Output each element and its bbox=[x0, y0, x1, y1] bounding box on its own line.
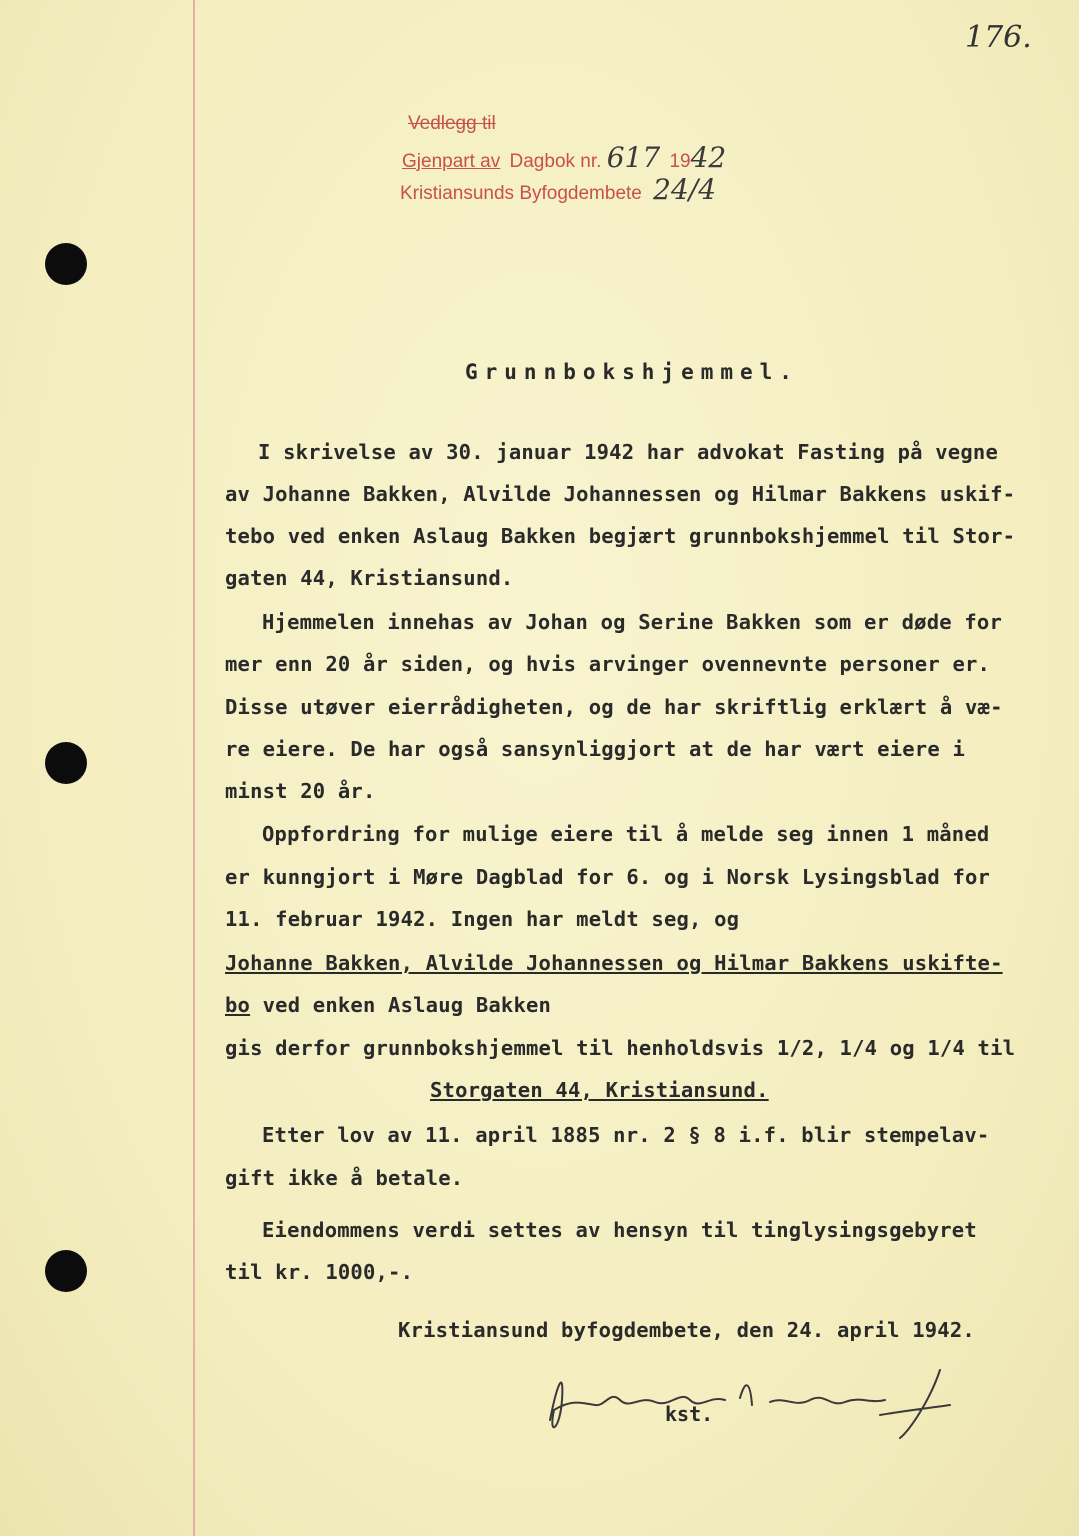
body-line: er kunngjort i Møre Dagblad for 6. og i Norsk Lysingsblad for bbox=[225, 865, 991, 889]
property-line: Storgaten 44, Kristiansund. bbox=[430, 1078, 769, 1102]
stamp-dagbok-number: 617 bbox=[606, 141, 661, 174]
heirs-enken: ved enken Aslaug Bakken bbox=[250, 993, 552, 1017]
body-line: I skrivelse av 30. januar 1942 har advokat Fasting på vegne bbox=[258, 440, 998, 464]
margin-line bbox=[193, 0, 195, 1536]
body-line: til kr. 1000,-. bbox=[225, 1260, 414, 1284]
document-title: Grunnbokshjemmel. bbox=[465, 360, 799, 384]
body-line: mer enn 20 år siden, og hvis arvinger ovennevnte personer er. bbox=[225, 652, 991, 676]
body-line: re eiere. De har også sansynliggjort at de har vært eiere i bbox=[225, 737, 965, 761]
punch-hole-top bbox=[45, 243, 87, 285]
heirs-bo: bo bbox=[225, 993, 251, 1017]
body-line: Disse utøver eierrådigheten, og de har skriftlig erklært å væ- bbox=[225, 695, 1003, 719]
body-line: av Johanne Bakken, Alvilde Johannessen og Hilmar Bakkens uskif- bbox=[225, 482, 1016, 506]
heirs-line-2 bbox=[225, 993, 551, 1017]
kst-abbreviation: kst. bbox=[665, 1402, 714, 1426]
place-date: Kristiansund byfogdembete, den 24. april 1942. bbox=[398, 1318, 975, 1342]
body-line: Eiendommens verdi settes av hensyn til tinglysingsgebyret bbox=[262, 1218, 977, 1242]
body-line: tebo ved enken Aslaug Bakken begjært grunnbokshjemmel til Stor- bbox=[225, 524, 1016, 548]
stamp-gjenpart: Gjenpart av bbox=[402, 151, 501, 172]
body-line: Hjemmelen innehas av Johan og Serine Bakken som er døde for bbox=[262, 610, 1002, 634]
heirs-line: Johanne Bakken, Alvilde Johannessen og Hilmar Bakkens uskifte- bbox=[225, 951, 1003, 975]
punch-hole-bottom bbox=[45, 1250, 87, 1292]
stamp-dagbok-label: Dagbok nr. bbox=[509, 151, 602, 172]
punch-hole-middle bbox=[45, 742, 87, 784]
stamp-line-3 bbox=[400, 173, 716, 206]
stamp-office: Kristiansunds Byfogdembete bbox=[400, 183, 642, 204]
page-number: 176. bbox=[965, 20, 1032, 55]
body-line: Etter lov av 11. april 1885 nr. 2 § 8 i.f. blir stempelav- bbox=[262, 1123, 990, 1147]
body-line: Oppfordring for mulige eiere til å melde seg innen 1 måned bbox=[262, 822, 990, 846]
stamp-year-printed: 19 bbox=[669, 151, 691, 172]
body-line: minst 20 år. bbox=[225, 779, 376, 803]
body-line: 11. februar 1942. Ingen har meldt seg, og bbox=[225, 907, 740, 931]
stamp-line-2 bbox=[402, 141, 726, 174]
stamp-year-hand: 42 bbox=[690, 141, 727, 174]
signature bbox=[540, 1360, 970, 1440]
stamp-line-1: Vedlegg til bbox=[408, 113, 496, 134]
stamp-date-hand: 24/4 bbox=[653, 173, 717, 206]
grant-line: gis derfor grunnbokshjemmel til henholdsvis 1/2, 1/4 og 1/4 til bbox=[225, 1036, 1016, 1060]
body-line: gift ikke å betale. bbox=[225, 1166, 464, 1190]
body-line: gaten 44, Kristiansund. bbox=[225, 566, 514, 590]
